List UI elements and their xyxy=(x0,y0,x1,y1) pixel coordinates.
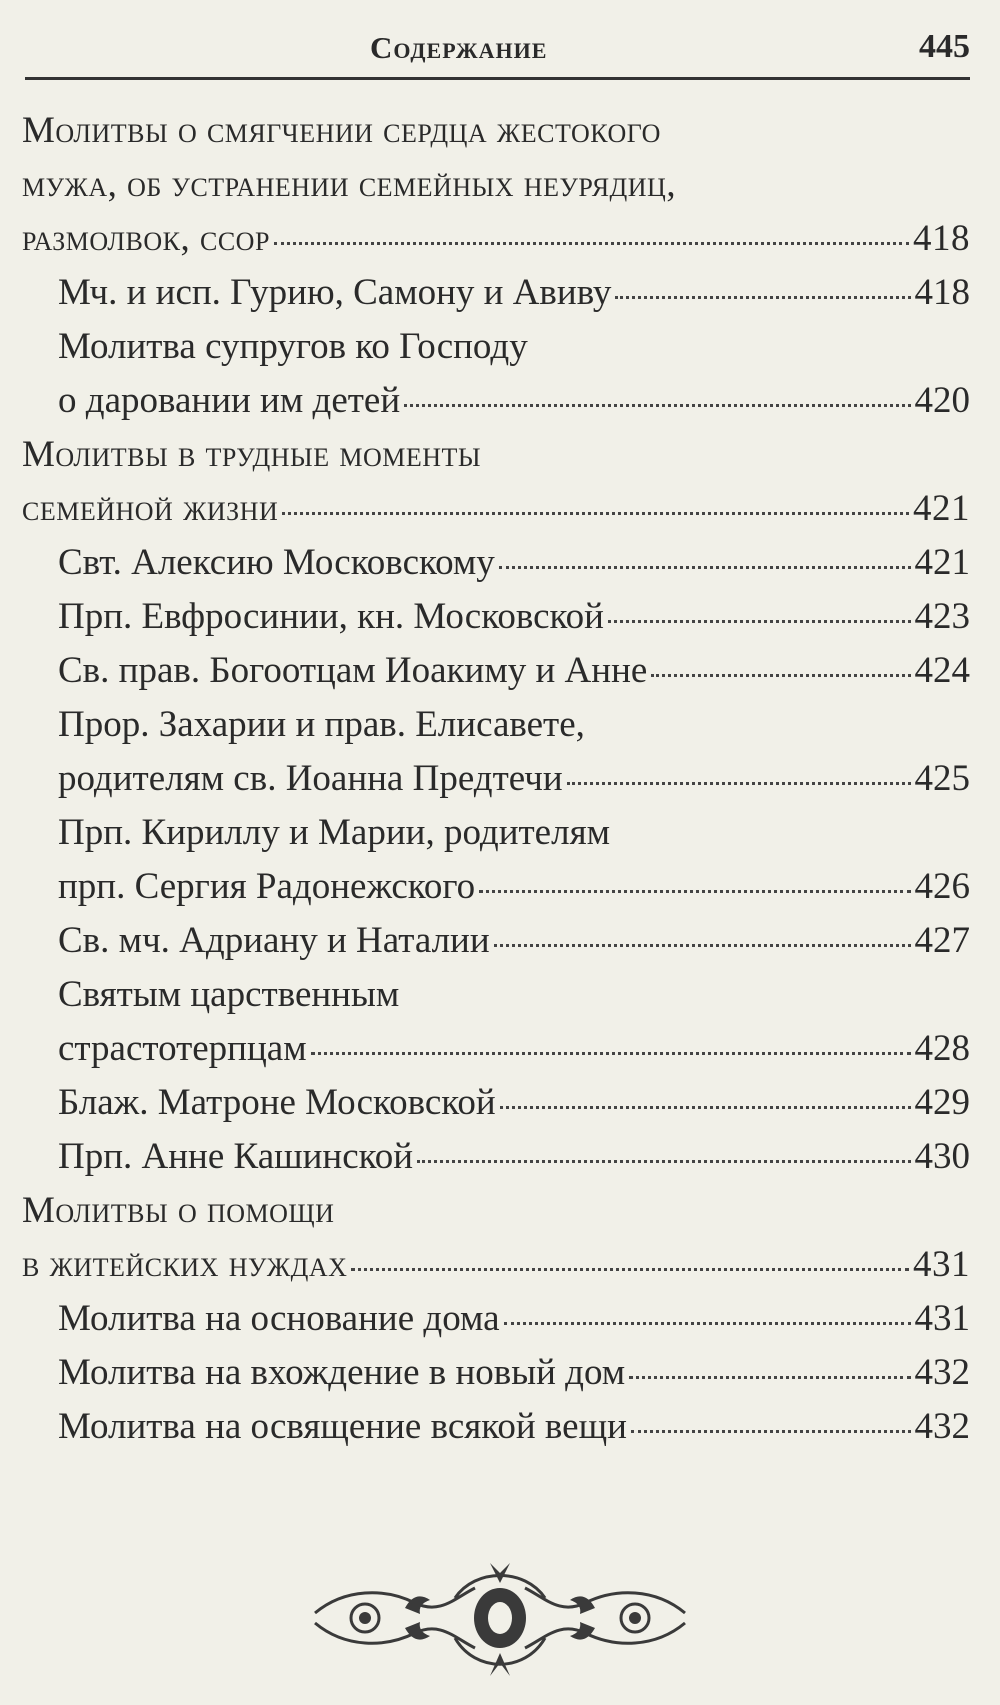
toc-entry xyxy=(22,806,970,914)
toc-entry-line xyxy=(22,104,970,158)
toc-entry-line xyxy=(22,1184,970,1238)
toc-entry-line-final xyxy=(22,1130,970,1184)
toc-page-number: 421 xyxy=(914,542,970,583)
page-number: 445 xyxy=(919,28,970,65)
toc-entry xyxy=(22,428,970,536)
dot-leader xyxy=(311,1052,911,1055)
toc-entry-text: Свт. Алексию Московскому xyxy=(58,542,495,583)
toc-page-number: 431 xyxy=(913,1244,970,1285)
toc-page-number: 423 xyxy=(914,596,970,637)
page-title: Содержание xyxy=(370,30,548,65)
toc-entry-line-final xyxy=(22,1292,970,1346)
toc-entry-text: мужа, об устранении семейных неурядиц, xyxy=(22,164,677,205)
toc-entry-line xyxy=(22,968,970,1022)
dot-leader xyxy=(615,296,910,299)
toc-entry-text: Молитва на основание дома xyxy=(58,1298,500,1339)
dot-leader xyxy=(504,1322,911,1325)
toc-entry-text: Св. мч. Адриану и Наталии xyxy=(58,920,490,961)
toc-page-number: 425 xyxy=(914,758,970,799)
toc-entry-line-final xyxy=(22,1400,970,1454)
toc-entry xyxy=(22,1400,970,1454)
toc-entry xyxy=(22,644,970,698)
toc-entry-text: Молитвы о смягчении сердца жестокого xyxy=(22,110,661,151)
dot-leader xyxy=(499,566,911,569)
toc-entry xyxy=(22,320,970,428)
toc-entry xyxy=(22,968,970,1076)
toc-entry-text: Святым царственным xyxy=(58,974,400,1015)
toc-entry-text: Мч. и исп. Гурию, Самону и Авиву xyxy=(58,272,612,313)
toc-page-number: 427 xyxy=(914,920,970,961)
toc-page-number: 424 xyxy=(914,650,970,691)
toc-page-number: 431 xyxy=(914,1298,970,1339)
toc-entry-line xyxy=(22,428,970,482)
toc-entry-line-final xyxy=(22,536,970,590)
toc-page-number: 428 xyxy=(914,1028,970,1069)
toc-entry xyxy=(22,266,970,320)
toc-entry-line xyxy=(22,158,970,212)
toc-entry-line-final xyxy=(22,914,970,968)
toc-entry-text: Прп. Анне Кашинской xyxy=(58,1136,414,1177)
toc-entry-line xyxy=(22,806,970,860)
toc-page-number: 429 xyxy=(914,1082,970,1123)
toc-entry-line-final xyxy=(22,1022,970,1076)
toc-entry-text: Прп. Евфросинии, кн. Московской xyxy=(58,596,604,637)
toc-entry-line xyxy=(22,320,970,374)
toc-entry-line-final xyxy=(22,266,970,320)
toc-entry-line-final xyxy=(22,860,970,914)
dot-leader xyxy=(631,1430,911,1433)
toc-entry xyxy=(22,698,970,806)
dot-leader xyxy=(567,782,911,785)
toc-entry-line-final xyxy=(22,752,970,806)
toc-page-number: 420 xyxy=(914,380,970,421)
dot-leader xyxy=(404,404,910,407)
toc-entry xyxy=(22,104,970,266)
toc-entry xyxy=(22,1130,970,1184)
toc-entry-line-final xyxy=(22,212,970,266)
toc-page-number: 430 xyxy=(914,1136,970,1177)
dot-leader xyxy=(479,890,910,893)
toc-entry-text: семейной жизни xyxy=(22,488,279,529)
toc-page-number: 421 xyxy=(913,488,970,529)
toc-entry xyxy=(22,1184,970,1292)
dot-leader xyxy=(629,1376,910,1379)
toc-entry-line-final xyxy=(22,1346,970,1400)
toc-entry-line-final xyxy=(22,644,970,698)
toc-entry-text: страстотерпцам xyxy=(58,1028,307,1069)
toc-entry-text: прп. Сергия Радонежского xyxy=(58,866,476,907)
toc-entry xyxy=(22,914,970,968)
dot-leader xyxy=(500,1106,911,1109)
toc-entry-text: Блаж. Матроне Московской xyxy=(58,1082,496,1123)
toc-entry-text: родителям св. Иоанна Предтечи xyxy=(58,758,563,799)
toc-entry-text: Прп. Кириллу и Марии, родителям xyxy=(58,812,611,853)
dot-leader xyxy=(494,944,911,947)
toc-entry-text: Прор. Захарии и прав. Елисавете, xyxy=(58,704,585,745)
toc-entry xyxy=(22,590,970,644)
toc-entry-text: Молитва на освящение всякой вещи xyxy=(58,1406,627,1447)
dot-leader xyxy=(651,674,910,677)
toc-entry-text: о даровании им детей xyxy=(58,380,401,421)
toc-entry-text: Молитва на вхождение в новый дом xyxy=(58,1352,626,1393)
toc-entry-text: Св. прав. Богоотцам Иоакиму и Анне xyxy=(58,650,648,691)
table-of-contents xyxy=(22,104,970,1454)
toc-entry-text: Молитва супругов ко Господу xyxy=(58,326,528,367)
dot-leader xyxy=(282,512,909,515)
toc-page-number: 418 xyxy=(913,218,970,259)
dot-leader xyxy=(274,242,909,245)
toc-entry-line-final xyxy=(22,374,970,428)
toc-entry-line xyxy=(22,698,970,752)
toc-entry-line-final xyxy=(22,1076,970,1130)
toc-entry-line-final xyxy=(22,590,970,644)
toc-page-number: 426 xyxy=(914,866,970,907)
toc-page-number: 432 xyxy=(914,1352,970,1393)
toc-entry xyxy=(22,1292,970,1346)
toc-entry-text: в житейских нуждах xyxy=(22,1244,348,1285)
toc-entry xyxy=(22,536,970,590)
toc-page-number: 432 xyxy=(914,1406,970,1447)
toc-entry-text: Молитвы о помощи xyxy=(22,1190,335,1231)
toc-entry-line-final xyxy=(22,1238,970,1292)
running-header xyxy=(25,22,970,80)
toc-page-number: 418 xyxy=(914,272,970,313)
toc-entry xyxy=(22,1076,970,1130)
dot-leader xyxy=(351,1268,909,1271)
toc-entry-text: Молитвы в трудные моменты xyxy=(22,434,482,475)
dot-leader xyxy=(417,1160,910,1163)
dot-leader xyxy=(608,620,911,623)
toc-entry-line-final xyxy=(22,482,970,536)
header-rule xyxy=(25,77,970,80)
toc-entry xyxy=(22,1346,970,1400)
acanthus-scroll-ornament-icon xyxy=(305,1558,695,1678)
toc-entry-text: размолвок, ссор xyxy=(22,218,270,259)
